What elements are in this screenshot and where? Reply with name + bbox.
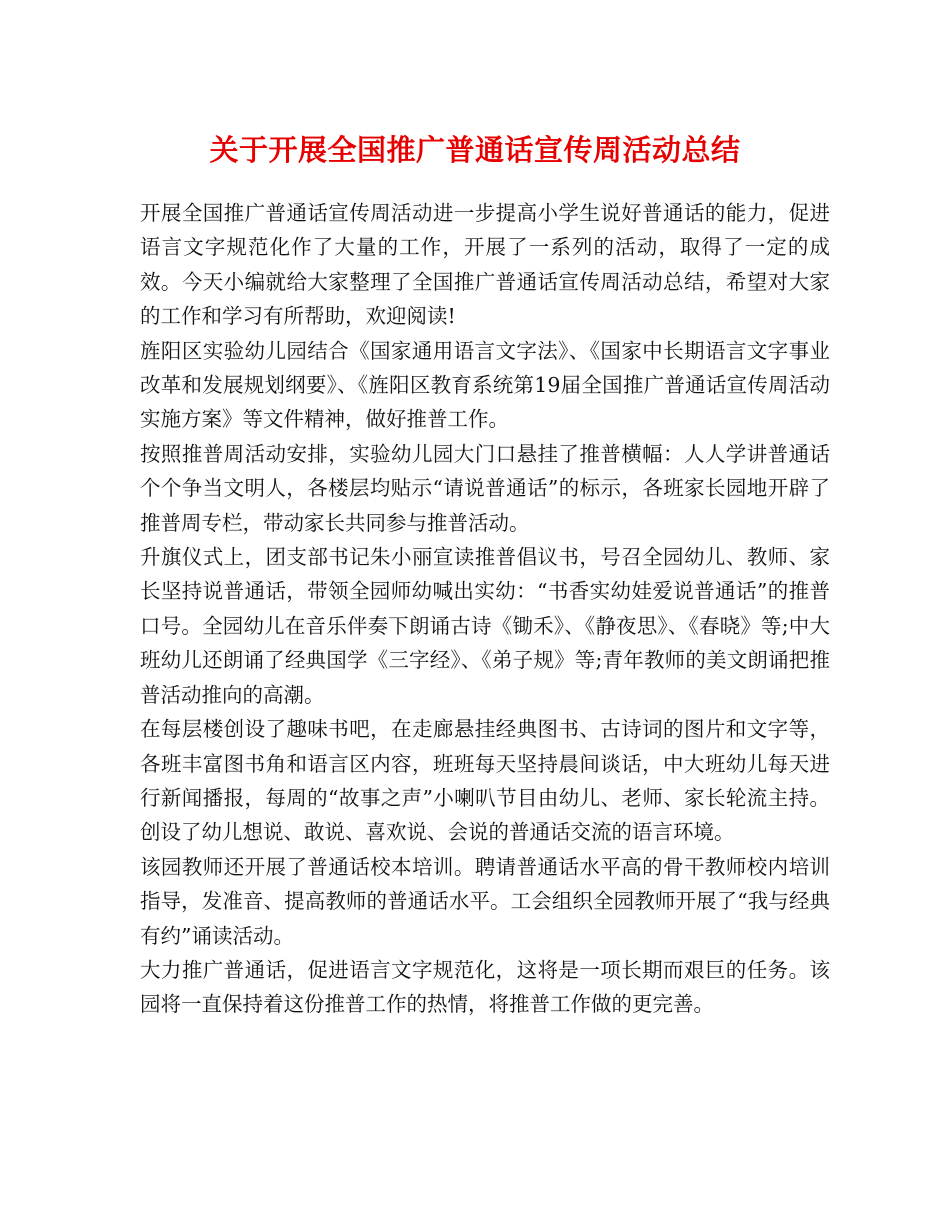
document-title: 关于开展全国推广普通话宣传周活动总结: [209, 133, 741, 167]
paragraph-flag-ceremony: 升旗仪式上，团支部书记朱小丽宣读推普倡议书，号召全园幼儿、教师、家长坚持说普通话，带领全园师幼喊出实幼：“书香实幼娃爱说普通话”的推普口号。全园幼儿在音乐伴奏下朗诵古诗《锄禾》、《静夜思》、《春晓》等;中大班幼儿还朗诵了经典国学《三字经》、《弟子规》等;青年教师的美文朗诵把推普活动推向的高潮。: [140, 545, 830, 707]
paragraph-conclusion: 大力推广普通话，促进语言文字规范化，这将是一项长期而艰巨的任务。该园将一直保持着这份推普工作的热情，将推普工作做的更完善。: [140, 957, 830, 1017]
paragraph-banner: 按照推普周活动安排，实验幼儿园大门口悬挂了推普横幅：人人学讲普通话个个争当文明人，各楼层均贴示“请说普通话”的标示，各班家长园地开辟了推普周专栏，带动家长共同参与推普活动。: [140, 441, 830, 535]
document-body: [140, 196, 830, 1022]
paragraph-intro: 开展全国推广普通话宣传周活动进一步提高小学生说好普通话的能力，促进语言文字规范化作了大量的工作，开展了一系列的活动，取得了一定的成效。今天小编就给大家整理了全国推广普通话宣传周活动总结，希望对大家的工作和学习有所帮助，欢迎阅读!: [140, 201, 830, 329]
paragraph-combination: 旌阳区实验幼儿园结合《国家通用语言文字法》、《国家中长期语言文字事业改革和发展规划纲要》、《旌阳区教育系统第19届全国推广普通话宣传周活动实施方案》等文件精神，做好推普工作。: [140, 338, 830, 432]
paragraph-training: 该园教师还开展了普通话校本培训。聘请普通话水平高的骨干教师校内培训指导，发准音、提高教师的普通话水平。工会组织全园教师开展了“我与经典有约”诵读活动。: [140, 854, 830, 948]
paragraph-book-bar: 在每层楼创设了趣味书吧，在走廊悬挂经典图书、古诗词的图片和文字等，各班丰富图书角和语言区内容，班班每天坚持晨间谈话，中大班幼儿每天进行新闻播报，每周的“故事之声”小喇叭节目由幼儿、老师、家长轮流主持。创设了幼儿想说、敢说、喜欢说、会说的普通话交流的语言环境。: [140, 717, 830, 845]
